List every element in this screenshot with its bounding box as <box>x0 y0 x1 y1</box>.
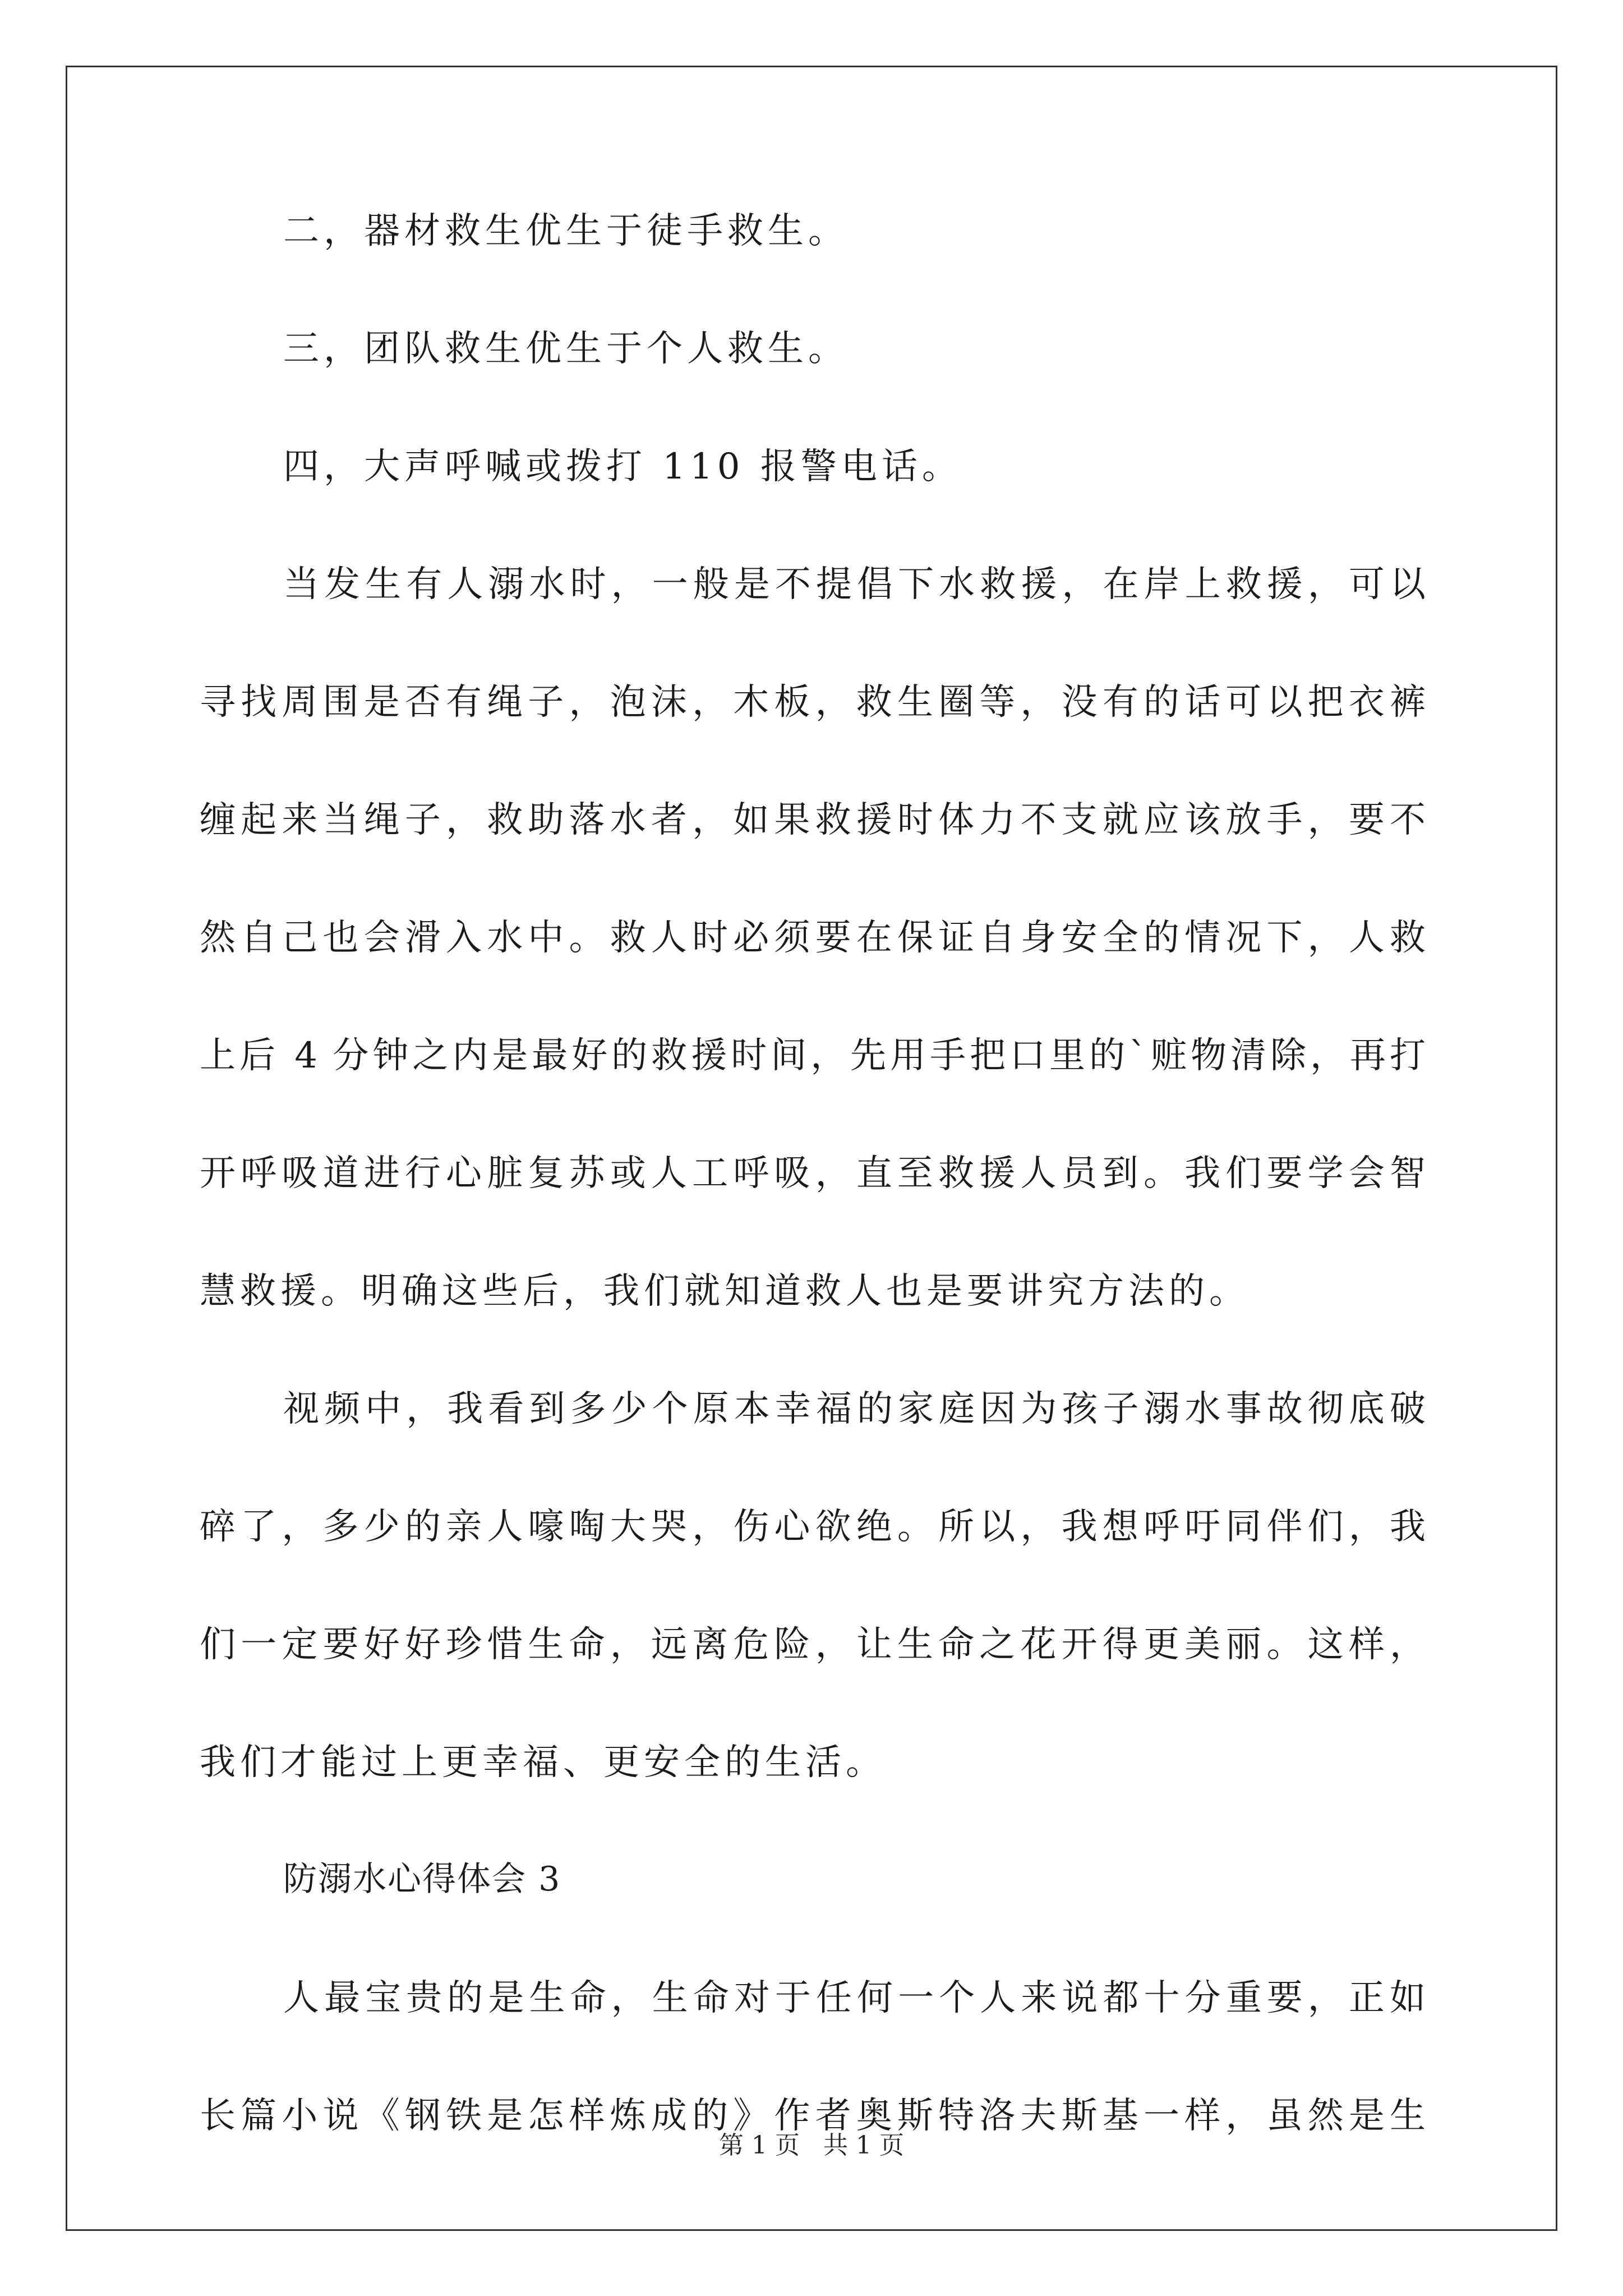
paragraph-line: 上后 4 分钟之内是最好的救援时间，先用手把口里的`赃物清除，再打 <box>200 1035 1426 1076</box>
paragraph-line: 我们才能过上更幸福、更安全的生活。 <box>200 1742 886 1783</box>
paragraph-line: 人最宝贵的是生命，生命对于任何一个人来说都十分重要，正如 <box>283 1977 1426 2019</box>
paragraph-line: 寻找周围是否有绳子，泡沫，木板，救生圈等，没有的话可以把衣裤 <box>200 682 1426 723</box>
section-heading: 防溺水心得体会 3 <box>283 1860 561 1899</box>
paragraph-line: 慧救援。明确这些后，我们就知道救人也是要讲究方法的。 <box>200 1271 1249 1312</box>
paragraph-line: 们一定要好好珍惜生命，远离危险，让生命之花开得更美丽。这样， <box>200 1624 1426 1665</box>
paragraph-line: 长篇小说《钢铁是怎样炼成的》作者奥斯特洛夫斯基一样，虽然是生 <box>200 2095 1426 2137</box>
page-border <box>66 66 1557 2231</box>
paragraph-line: 然自己也会滑入水中。救人时必须要在保证自身安全的情况下，人救 <box>200 917 1426 959</box>
paragraph-line: 缠起来当绳子，救助落水者，如果救援时体力不支就应该放手，要不 <box>200 799 1426 841</box>
paragraph-line: 二，器材救生优生于徒手救生。 <box>283 210 849 252</box>
paragraph-line: 四，大声呼喊或拨打 110 报警电话。 <box>283 446 962 487</box>
paragraph-line: 碎了，多少的亲人嚎啕大哭，伤心欲绝。所以，我想呼吁同伴们，我 <box>200 1506 1426 1548</box>
page-footer: 第 1 页 共 1 页 <box>719 2131 904 2160</box>
paragraph-line: 三，团队救生优生于个人救生。 <box>283 328 849 370</box>
paragraph-line: 当发生有人溺水时，一般是不提倡下水救援，在岸上救援，可以 <box>283 564 1426 605</box>
paragraph-line: 视频中，我看到多少个原本幸福的家庭因为孩子溺水事故彻底破 <box>283 1388 1426 1430</box>
paragraph-line: 开呼吸道进行心脏复苏或人工呼吸，直至救援人员到。我们要学会智 <box>200 1153 1426 1194</box>
